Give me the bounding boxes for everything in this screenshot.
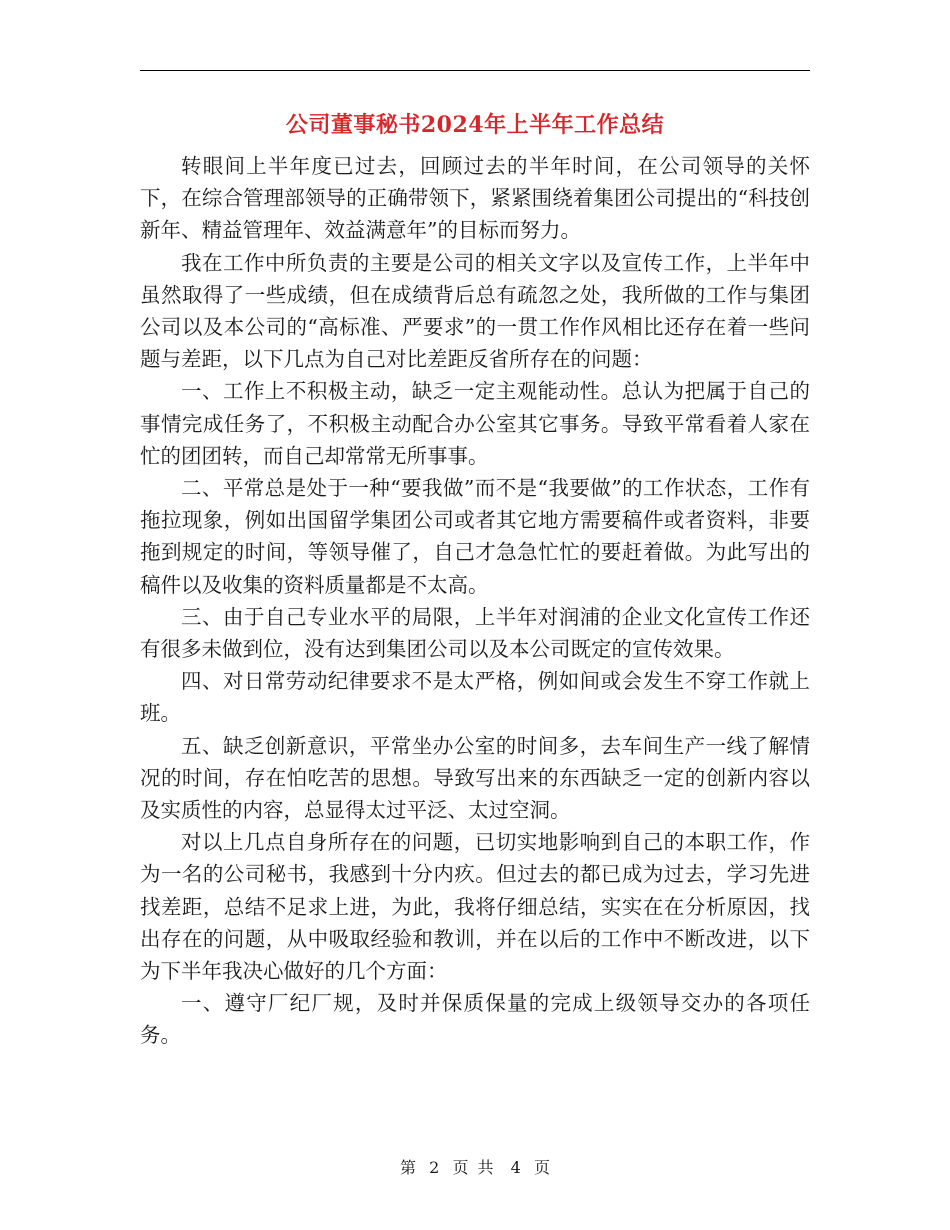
document-body — [140, 150, 810, 1052]
paragraph: 五、缺乏创新意识，平常坐办公室的时间多，去车间生产一线了解情况的时间，存在怕吃苦的思想。导致写出来的东西缺乏一定的创新内容以及实质性的内容，总显得太过平泛、太过空洞。 — [140, 733, 810, 823]
paragraph: 转眼间上半年度已过去，回顾过去的半年时间，在公司领导的关怀下，在综合管理部领导的正确带领下，紧紧围绕着集团公司提出的“科技创新年、精益管理年、效益满意年”的目标而努力。 — [140, 154, 810, 243]
paragraph: 四、对日常劳动纪律要求不是太严格，例如间或会发生不穿工作就上班。 — [140, 669, 810, 726]
paragraph: 一、遵守厂纪厂规，及时并保质保量的完成上级领导交办的各项任务。 — [140, 991, 810, 1048]
paragraph: 二、平常总是处于一种“要我做”而不是“我要做”的工作状态，工作有拖拉现象，例如出国留学集团公司或者其它地方需要稿件或者资料，非要拖到规定的时间，等领导催了，自己才急急忙忙的要赶着做。为此写出的稿件以及收集的资料质量都是不太高。 — [140, 476, 810, 597]
footer-middle: 页 — [452, 1158, 469, 1177]
total-pages-number: 4 — [510, 1158, 521, 1177]
current-page-number: 2 — [429, 1158, 440, 1177]
header-rule — [140, 70, 810, 71]
paragraph: 一、工作上不积极主动，缺乏一定主观能动性。总认为把属于自己的事情完成任务了，不积极主动配合办公室其它事务。导致平常看着人家在忙的团团转，而自己却常常无所事事。 — [140, 379, 810, 468]
footer-total-prefix: 共 — [477, 1158, 494, 1177]
page-footer — [0, 1155, 950, 1178]
document-title: 公司董事秘书2024年上半年工作总结 — [285, 112, 665, 138]
paragraph: 我在工作中所负责的主要是公司的相关文字以及宣传工作，上半年中虽然取得了一些成绩，但在成绩背后总有疏忽之处，我所做的工作与集团公司以及本公司的“高标准、严要求”的一贯工作作风相比还存在着一些问题与差距，以下几点为自己对比差距反省所存在的问题： — [140, 250, 810, 372]
paragraph: 三、由于自己专业水平的局限，上半年对润浦的企业文化宣传工作还有很多未做到位，没有达到集团公司以及本公司既定的宣传效果。 — [140, 604, 810, 662]
footer-prefix: 第 — [400, 1158, 417, 1177]
paragraph: 对以上几点自身所存在的问题，已切实地影响到自己的本职工作，作为一名的公司秘书，我感到十分内疚。但过去的都已成为过去，学习先进找差距，总结不足求上进，为此，我将仔细总结，实实在在分析原因，找出存在的问题，从中吸取经验和教训，并在以后的工作中不断改进，以下为下半年我决心做好的几个方面： — [140, 830, 810, 984]
footer-suffix: 页 — [533, 1158, 550, 1177]
